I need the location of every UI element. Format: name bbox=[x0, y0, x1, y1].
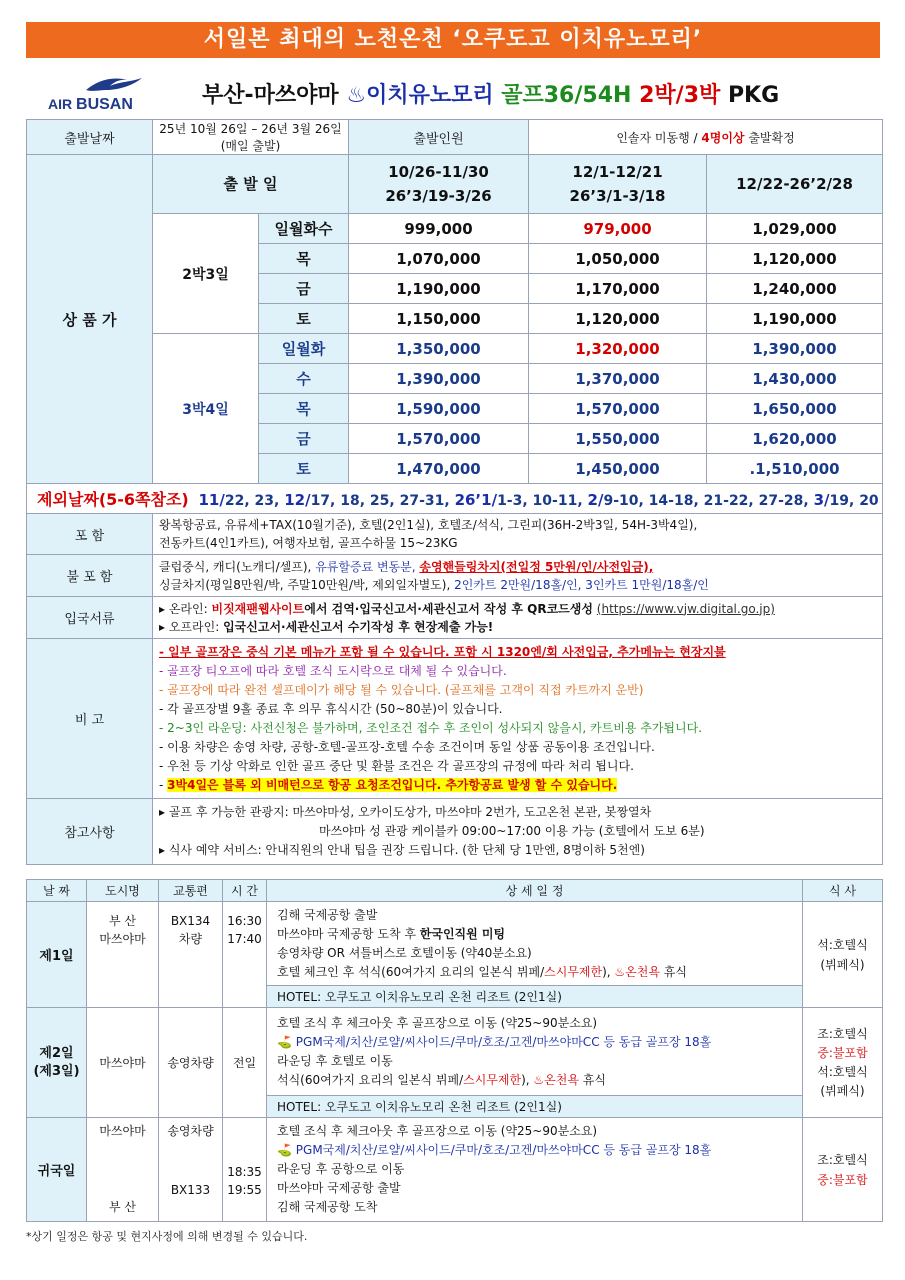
day-label: 일월화 bbox=[259, 334, 349, 364]
price-cell: 1,190,000 bbox=[707, 304, 883, 334]
bird-logo-icon bbox=[84, 74, 144, 96]
day2-detail: 호텔 조식 후 체크아웃 후 골프장으로 이동 (약25~90분소요) ⛳ PGM국제/치산/로얄/씨사이드/쿠마/호조/고겐/마쓰야마CC 등 동급 골프장 18홀 라운딩 후 호텔로 이동 석식(60여가지 요리의 일본식 뷔페/스시무제한), ♨온천욕 휴식 bbox=[267, 1008, 803, 1096]
price-cell: 1,590,000 bbox=[349, 394, 529, 424]
day2-city: 마쓰야마 bbox=[87, 1008, 159, 1118]
price-cell: 1,050,000 bbox=[529, 244, 707, 274]
day1-time: 16:30 17:40 bbox=[223, 902, 267, 1008]
exclude-text: 클럽중식, 캐디(노캐디/셀프), 유류할증료 변동분, 송영핸들링차지(전일정 5만원/인/사전입금), 싱글차지(평일8만원/박, 주말10만원/박, 제외일자별도), 2인카트 2만원/18홀/인, 3인카트 1만원/18홀/인 bbox=[153, 555, 883, 597]
day-label: 토 bbox=[259, 304, 349, 334]
group-2n3d: 2박3일 bbox=[153, 214, 259, 334]
header bbox=[26, 68, 880, 118]
day3-meals: 조:호텔식 중:불포함 bbox=[803, 1118, 883, 1222]
sched-header: 식 사 bbox=[803, 880, 883, 902]
price-cell: 1,370,000 bbox=[529, 364, 707, 394]
price-cell: 979,000 bbox=[529, 214, 707, 244]
price-cell: 1,350,000 bbox=[349, 334, 529, 364]
price-cell: 1,320,000 bbox=[529, 334, 707, 364]
day1-meals: 석:호텔식 (뷔페식) bbox=[803, 902, 883, 1008]
price-cell: 1,029,000 bbox=[707, 214, 883, 244]
sched-header: 날 짜 bbox=[27, 880, 87, 902]
price-cell: 1,170,000 bbox=[529, 274, 707, 304]
price-cell: 1,390,000 bbox=[349, 364, 529, 394]
sched-header: 교통편 bbox=[159, 880, 223, 902]
day3-city: 마쓰야마 부 산 bbox=[87, 1118, 159, 1222]
day-label: 금 bbox=[259, 424, 349, 454]
departure-value: 25년 10월 26일 – 26년 3월 26일 (매일 출발) bbox=[153, 120, 349, 155]
excluded-dates: 제외날짜(5-6쪽참조) 11/22, 23, 12/17, 18, 25, 27-31, 26’1/1-3, 10-11, 2/9-10, 14-18, 21-22, 27-28, 3/19, 20 bbox=[27, 484, 883, 514]
day-label: 수 bbox=[259, 364, 349, 394]
day1-city: 부 산 마쓰야마 bbox=[87, 902, 159, 1008]
day3-transport: 송영차량 BX133 bbox=[159, 1118, 223, 1222]
entry-text: ▸ 온라인: 비짓재팬웹사이트에서 검역·입국신고서·세관신고서 작성 후 QR코드생성 (https://www.vjw.digital.go.jp) ▸ 오프라인: 입국신고서·세관신고서 수기작성 후 현장제출 가능! bbox=[153, 597, 883, 639]
onsen-icon: ♨온천욕 bbox=[614, 964, 660, 979]
reference-label: 참고사항 bbox=[27, 799, 153, 865]
onsen-icon: ♨온천욕 bbox=[533, 1072, 579, 1087]
schedule-table bbox=[26, 879, 883, 1222]
price-cell: .1,510,000 bbox=[707, 454, 883, 484]
day2-meals: 조:호텔식 중:불포함 석:호텔식 (뷔페식) bbox=[803, 1008, 883, 1118]
day2-transport: 송영차량 bbox=[159, 1008, 223, 1118]
price-cell: 1,650,000 bbox=[707, 394, 883, 424]
golf-flag-icon: ⛳ bbox=[277, 1143, 292, 1157]
include-label: 포 함 bbox=[27, 514, 153, 555]
onsen-icon: ♨ bbox=[346, 83, 367, 108]
day2-time: 전일 bbox=[223, 1008, 267, 1118]
sched-header: 도시명 bbox=[87, 880, 159, 902]
people-value: 인솔자 미동행 / 4명이상 출발확정 bbox=[529, 120, 883, 155]
price-cell: 1,390,000 bbox=[707, 334, 883, 364]
vjw-link[interactable]: (https://www.vjw.digital.go.jp) bbox=[596, 601, 775, 616]
day2-hotel: HOTEL: 오쿠도고 이치유노모리 온천 리조트 (2인1실) bbox=[267, 1096, 803, 1118]
reference-text: ▸ 골프 후 가능한 관광지: 마쓰야마성, 오카이도상가, 마쓰야마 2번가, 도고온천 본관, 봇짱열차 마쓰야마 성 관광 케이블카 09:00~17:00 이용 가능 (호텔에서 도보 6분) ▸ 식사 예약 서비스: 안내직원의 안내 팁을 권장 드립니다. (한 단체 당 1만엔, 8명이하 5천엔) bbox=[153, 799, 883, 865]
day3-label: 귀국일 bbox=[27, 1118, 87, 1222]
price-cell: 1,450,000 bbox=[529, 454, 707, 484]
golf-flag-icon: ⛳ bbox=[277, 1034, 292, 1049]
include-text: 왕복항공료, 유류세+TAX(10월기준), 호텔(2인1실), 호텔조/석식, 그린피(36H-2박3일, 54H-3박4일), 전동카트(4인1카트), 여행자보험, 골프수하물 15~23KG bbox=[153, 514, 883, 555]
price-cell: 1,240,000 bbox=[707, 274, 883, 304]
remarks-label: 비 고 bbox=[27, 639, 153, 799]
price-section-label: 상 품 가 bbox=[27, 155, 153, 484]
period-2: 12/1-12/21 26’3/1-3/18 bbox=[529, 155, 707, 214]
departure-day-header: 출 발 일 bbox=[153, 155, 349, 214]
day-label: 목 bbox=[259, 244, 349, 274]
departure-label: 출발날짜 bbox=[27, 120, 153, 155]
footer-note: *상기 일정은 항공 및 현지사정에 의해 변경될 수 있습니다. bbox=[26, 1230, 308, 1243]
period-1: 10/26-11/30 26’3/19-3/26 bbox=[349, 155, 529, 214]
price-cell: 1,120,000 bbox=[529, 304, 707, 334]
price-cell: 1,070,000 bbox=[349, 244, 529, 274]
exclude-label: 불 포 함 bbox=[27, 555, 153, 597]
day2-label: 제2일 (제3일) bbox=[27, 1008, 87, 1118]
day3-time: 18:35 19:55 bbox=[223, 1118, 267, 1222]
price-cell: 1,550,000 bbox=[529, 424, 707, 454]
day3-detail: 호텔 조식 후 체크아웃 후 골프장으로 이동 (약25~90분소요) ⛳ PGM국제/치산/로얄/씨사이드/쿠마/호조/고겐/마쓰야마CC 등 동급 골프장 18홀 라운딩 후 공항으로 이동 마쓰야마 국제공항 출발 김해 국제공항 도착 bbox=[267, 1118, 803, 1222]
package-title: 부산-마쓰야마 ♨이치유노모리 골프36/54H 2박/3박 PKG bbox=[202, 83, 780, 108]
day1-label: 제1일 bbox=[27, 902, 87, 1008]
price-cell: 999,000 bbox=[349, 214, 529, 244]
price-cell: 1,120,000 bbox=[707, 244, 883, 274]
price-cell: 1,190,000 bbox=[349, 274, 529, 304]
price-table bbox=[26, 119, 883, 865]
people-label: 출발인원 bbox=[349, 120, 529, 155]
sched-header: 시 간 bbox=[223, 880, 267, 902]
period-3: 12/22-26’2/28 bbox=[707, 155, 883, 214]
air-busan-logo: AIR BUSAN bbox=[48, 74, 148, 118]
sched-header: 상 세 일 정 bbox=[267, 880, 803, 902]
price-cell: 1,150,000 bbox=[349, 304, 529, 334]
day1-detail: 김해 국제공항 출발 마쓰야마 국제공항 도착 후 한국인직원 미팅 송영차량 OR 셔틀버스로 호텔이동 (약40분소요) 호텔 체크인 후 석식(60여가지 요리의 일본식 뷔페/스시무제한), ♨온천욕 휴식 bbox=[267, 902, 803, 986]
price-cell: 1,570,000 bbox=[529, 394, 707, 424]
price-cell: 1,430,000 bbox=[707, 364, 883, 394]
price-cell: 1,470,000 bbox=[349, 454, 529, 484]
entry-label: 입국서류 bbox=[27, 597, 153, 639]
day-label: 토 bbox=[259, 454, 349, 484]
banner-title: 서일본 최대의 노천온천 ‘오쿠도고 이치유노모리’ bbox=[26, 22, 880, 58]
group-3n4d: 3박4일 bbox=[153, 334, 259, 484]
day-label: 금 bbox=[259, 274, 349, 304]
day1-transport: BX134 차량 bbox=[159, 902, 223, 1008]
price-cell: 1,570,000 bbox=[349, 424, 529, 454]
remarks-text: - 일부 골프장은 중식 기본 메뉴가 포함 될 수 있습니다. 포함 시 1320엔/회 사전입금, 추가메뉴는 현장지불 - 골프장 티오프에 따라 호텔 조식 도시락으로 대체 될 수 있습니다. - 골프장에 따라 완전 셀프데이가 해당 될 수 있습니다. (골프채를 고객이 직접 카트까지 운반) - 각 골프장별 9홀 종료 후 의무 휴식시간 (50~80분)이 있습니다. - 2~3인 라운딩: 사전신청은 불가하며, 조인조건 접수 후 조인이 성사되지 않을시, 카트비용 추가됩니다. - 이용 차량은 송영 차량, 공항-호텔-골프장-호텔 수송 조건이며 동일 상품 공동이용 조건입니다. - 우천 등 기상 악화로 인한 골프 중단 및 환불 조건은 각 골프장의 규정에 따라 처리 됩니다. - 3박4일은 블록 외 비매턴으로 항공 요청조건입니다. 추가항공료 발생 할 수 있습니다. bbox=[153, 639, 883, 799]
day1-hotel: HOTEL: 오쿠도고 이치유노모리 온천 리조트 (2인1실) bbox=[267, 986, 803, 1008]
day-label: 일월화수 bbox=[259, 214, 349, 244]
price-cell: 1,620,000 bbox=[707, 424, 883, 454]
day-label: 목 bbox=[259, 394, 349, 424]
